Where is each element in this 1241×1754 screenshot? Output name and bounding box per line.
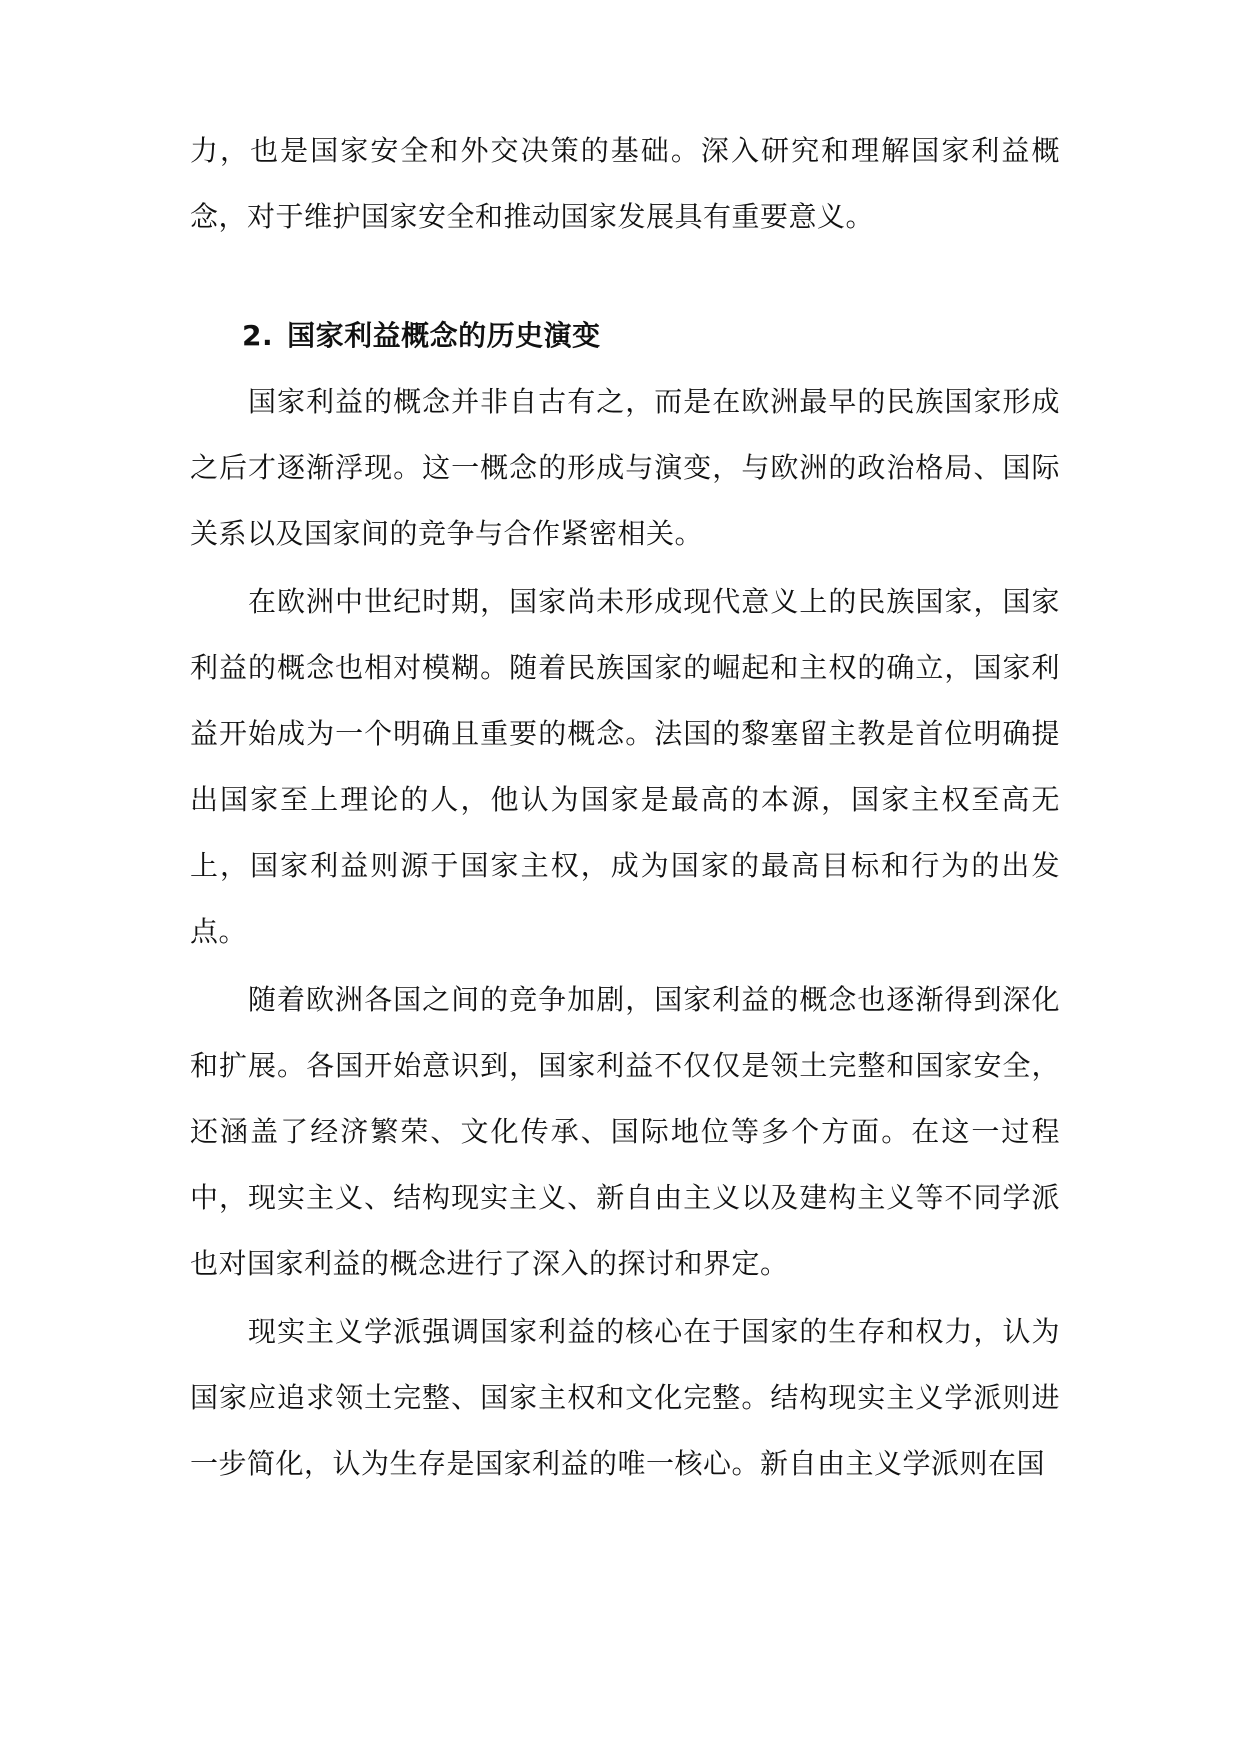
section-number: 2. bbox=[242, 319, 274, 352]
paragraph-realism: 现实主义学派强调国家利益的核心在于国家的生存和权力，认为国家应追求领土完整、国家主权和文化完整。结构现实主义学派则进一步简化，认为生存是国家利益的唯一核心。新自由主义学派则在国 bbox=[190, 1315, 1060, 1480]
paragraph-medieval: 在欧洲中世纪时期，国家尚未形成现代意义上的民族国家，国家利益的概念也相对模糊。随着民族国家的崛起和主权的确立，国家利益开始成为一个明确且重要的概念。法国的黎塞留主教是首位明确提出国家至上理论的人，他认为国家是最高的本源，国家主权至高无上，国家利益则源于国家主权，成为国家的最高目标和行为的出发点。 bbox=[190, 585, 1060, 948]
paragraph-continued: 力，也是国家安全和外交决策的基础。深入研究和理解国家利益概念，对于维护国家安全和推动国家发展具有重要意义。 bbox=[190, 134, 1060, 233]
section-heading bbox=[190, 303, 1060, 369]
paragraph-origin: 国家利益的概念并非自古有之，而是在欧洲最早的民族国家形成之后才逐渐浮现。这一概念的形成与演变，与欧洲的政治格局、国际关系以及国家间的竞争与合作紧密相关。 bbox=[190, 385, 1060, 550]
document-body bbox=[190, 118, 1060, 1497]
paragraph-expansion: 随着欧洲各国之间的竞争加剧，国家利益的概念也逐渐得到深化和扩展。各国开始意识到，国家利益不仅仅是领土完整和国家安全，还涵盖了经济繁荣、文化传承、国际地位等多个方面。在这一过程中，现实主义、结构现实主义、新自由主义以及建构主义等不同学派也对国家利益的概念进行了深入的探讨和界定。 bbox=[190, 983, 1060, 1280]
section-title: 国家利益概念的历史演变 bbox=[287, 319, 601, 352]
